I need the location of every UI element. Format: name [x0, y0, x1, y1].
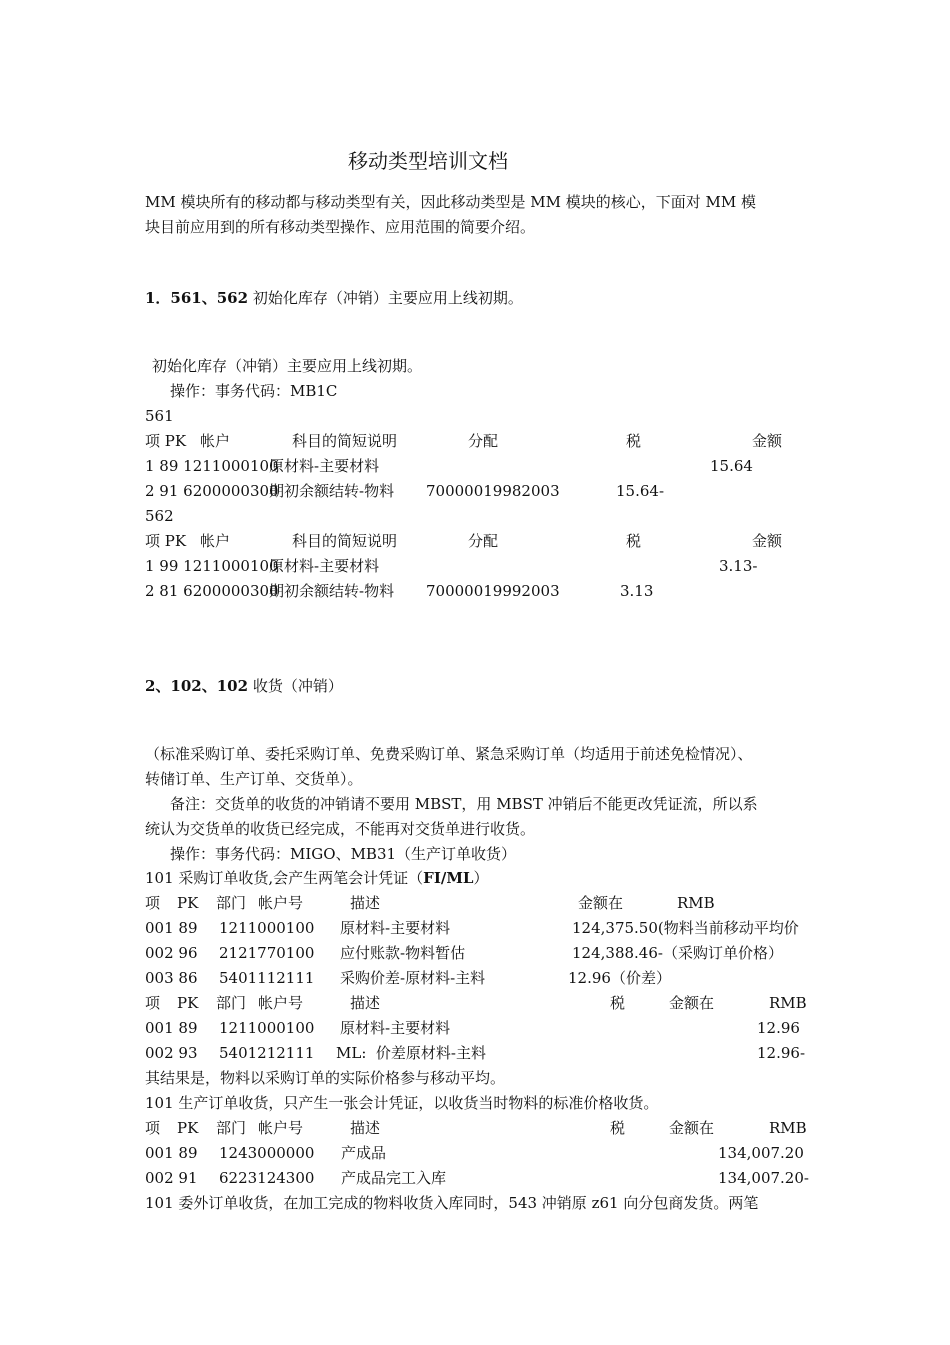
row-assignment: 70000019982003 [426, 482, 560, 500]
col-header: PK [177, 994, 199, 1012]
row-item: 002 96 [145, 944, 198, 962]
col-header: PK [177, 1119, 199, 1137]
row-amount: 15.64- [616, 482, 665, 500]
col-header: 项 [145, 894, 161, 912]
note-line-2: 统认为交货单的收货已经完成，不能再对交货单进行收货。 [145, 820, 536, 838]
row-description: 应付账款-物料暂估 [340, 944, 466, 962]
col-header: RMB [769, 1119, 807, 1137]
document-title: 移动类型培训文档 [348, 149, 508, 173]
section-2-number: 2、102、102 [145, 677, 249, 695]
row-item: 001 89 [145, 919, 198, 937]
row-description: 期初余额结转-物料 [269, 482, 395, 500]
col-header: 帐户 [200, 432, 231, 450]
po-intro-end: ） [473, 869, 489, 887]
col-header: 项 [145, 994, 161, 1012]
row-amount: 124,375.50(物料当前移动平均价 [572, 919, 799, 937]
row-amount: 3.13 [620, 582, 654, 600]
row-description: 原材料-主要材料 [269, 457, 380, 475]
scope-line-1: （标准采购订单、委托采购订单、免费采购订单、紧急采购订单（均适用于前述免检情况）、 [145, 745, 753, 763]
row-amount: 134,007.20 [718, 1144, 804, 1162]
row-description: 产成品完工入库 [341, 1169, 447, 1187]
col-header: 科目的简短说明 [292, 432, 398, 450]
row-amount: 12.96 [757, 1019, 800, 1037]
col-header: 帐户号 [258, 1119, 304, 1137]
po-intro-bold: FI/ML [423, 869, 474, 887]
row-item: 001 89 [145, 1144, 198, 1162]
col-header: 金额在 [669, 994, 715, 1012]
row-account: 1243000000 [219, 1144, 315, 1162]
row-amount: 12.96- [757, 1044, 806, 1062]
row-item: 001 89 [145, 1019, 198, 1037]
note-line-1: 备注：交货单的收货的冲销请不要用 MBST，用 MBST 冲销后不能更改凭证流，所以系 [170, 795, 758, 813]
col-header: 描述 [350, 994, 381, 1012]
col-header: 科目的简短说明 [292, 532, 398, 550]
col-header: 项 PK [145, 432, 187, 450]
intro-line-1: MM 模块所有的移动都与移动类型有关，因此移动类型是 MM 模块的核心，下面对 MM 模 [145, 193, 756, 211]
section-1-number: 1．561、562 [145, 289, 249, 307]
row-account: 1211000100 [219, 1019, 315, 1037]
col-header: 金额 [752, 532, 783, 550]
row-amount: 12.96（价差） [568, 969, 671, 987]
row-amount: 3.13- [719, 557, 758, 575]
section-1-heading-text: 初始化库存（冲销）主要应用上线初期。 [248, 289, 523, 307]
result-text: 其结果是，物料以采购订单的实际价格参与移动平均。 [145, 1069, 506, 1087]
row-amount: 134,007.20- [718, 1169, 809, 1187]
section-1-desc: 初始化库存（冲销）主要应用上线初期。 [152, 357, 423, 375]
col-header: 金额 [752, 432, 783, 450]
row-key: 2 81 6200000300 [145, 582, 279, 600]
row-key: 2 91 6200000300 [145, 482, 279, 500]
po-intro-text: 101 采购订单收货,会产生两笔会计凭证（ [145, 869, 424, 887]
col-header: RMB [769, 994, 807, 1012]
col-header: 税 [610, 994, 626, 1012]
col-header: 帐户号 [258, 894, 304, 912]
row-key: 1 99 1211000100 [145, 557, 279, 575]
table-561-label: 561 [145, 407, 174, 425]
row-description: 采购价差-原材料-主料 [340, 969, 486, 987]
row-item: 002 93 [145, 1044, 198, 1062]
col-header: 税 [626, 532, 642, 550]
row-description: 原材料-主要材料 [340, 1019, 451, 1037]
section-1-operation: 操作：事务代码：MB1C [170, 382, 338, 400]
row-item: 003 86 [145, 969, 198, 987]
col-header: 部门 [216, 894, 247, 912]
row-description: 期初余额结转-物料 [269, 582, 395, 600]
col-header: 帐户 [200, 532, 231, 550]
row-account: 5401212111 [219, 1044, 315, 1062]
production-order-intro: 101 生产订单收货，只产生一张会计凭证，以收货当时物料的标准价格收货。 [145, 1094, 659, 1112]
section-1-heading [145, 288, 523, 308]
row-assignment: 70000019992003 [426, 582, 560, 600]
col-header: 描述 [350, 1119, 381, 1137]
section-2-heading-text: 收货（冲销） [248, 677, 343, 695]
row-description: 原材料-主要材料 [269, 557, 380, 575]
col-header: 部门 [216, 994, 247, 1012]
scope-line-2: 转储订单、生产订单、交货单）。 [145, 770, 363, 788]
col-header: 帐户号 [258, 994, 304, 1012]
subcontract-intro: 101 委外订单收货，在加工完成的物料收货入库同时，543 冲销原 z61 向分包商发货。两笔 [145, 1194, 759, 1212]
col-header: 描述 [350, 894, 381, 912]
row-amount: 15.64 [710, 457, 753, 475]
col-header: 分配 [468, 432, 499, 450]
row-account: 1211000100 [219, 919, 315, 937]
col-header: 项 PK [145, 532, 187, 550]
col-header: PK [177, 894, 199, 912]
row-account: 6223124300 [219, 1169, 315, 1187]
row-account: 2121770100 [219, 944, 315, 962]
col-header: 金额在 [578, 894, 624, 912]
col-header: 项 [145, 1119, 161, 1137]
col-header: 分配 [468, 532, 499, 550]
section-2-operation: 操作：事务代码：MIGO、MB31（生产订单收货） [170, 845, 517, 863]
section-2-heading [145, 676, 343, 696]
row-amount: 124,388.46-（采购订单价格） [572, 944, 783, 962]
col-header: 税 [610, 1119, 626, 1137]
row-description: 产成品 [341, 1144, 387, 1162]
col-header: 金额在 [669, 1119, 715, 1137]
row-description: 原材料-主要材料 [340, 919, 451, 937]
row-key: 1 89 1211000100 [145, 457, 279, 475]
row-item: 002 91 [145, 1169, 198, 1187]
col-header: 税 [626, 432, 642, 450]
row-account: 5401112111 [219, 969, 315, 987]
intro-line-2: 块目前应用到的所有移动类型操作、应用范围的简要介绍。 [145, 218, 536, 236]
po-receipt-intro [145, 868, 488, 888]
col-header: 部门 [216, 1119, 247, 1137]
table-562-label: 562 [145, 507, 174, 525]
row-description: ML: 价差原材料-主料 [336, 1044, 486, 1062]
col-header: RMB [677, 894, 715, 912]
